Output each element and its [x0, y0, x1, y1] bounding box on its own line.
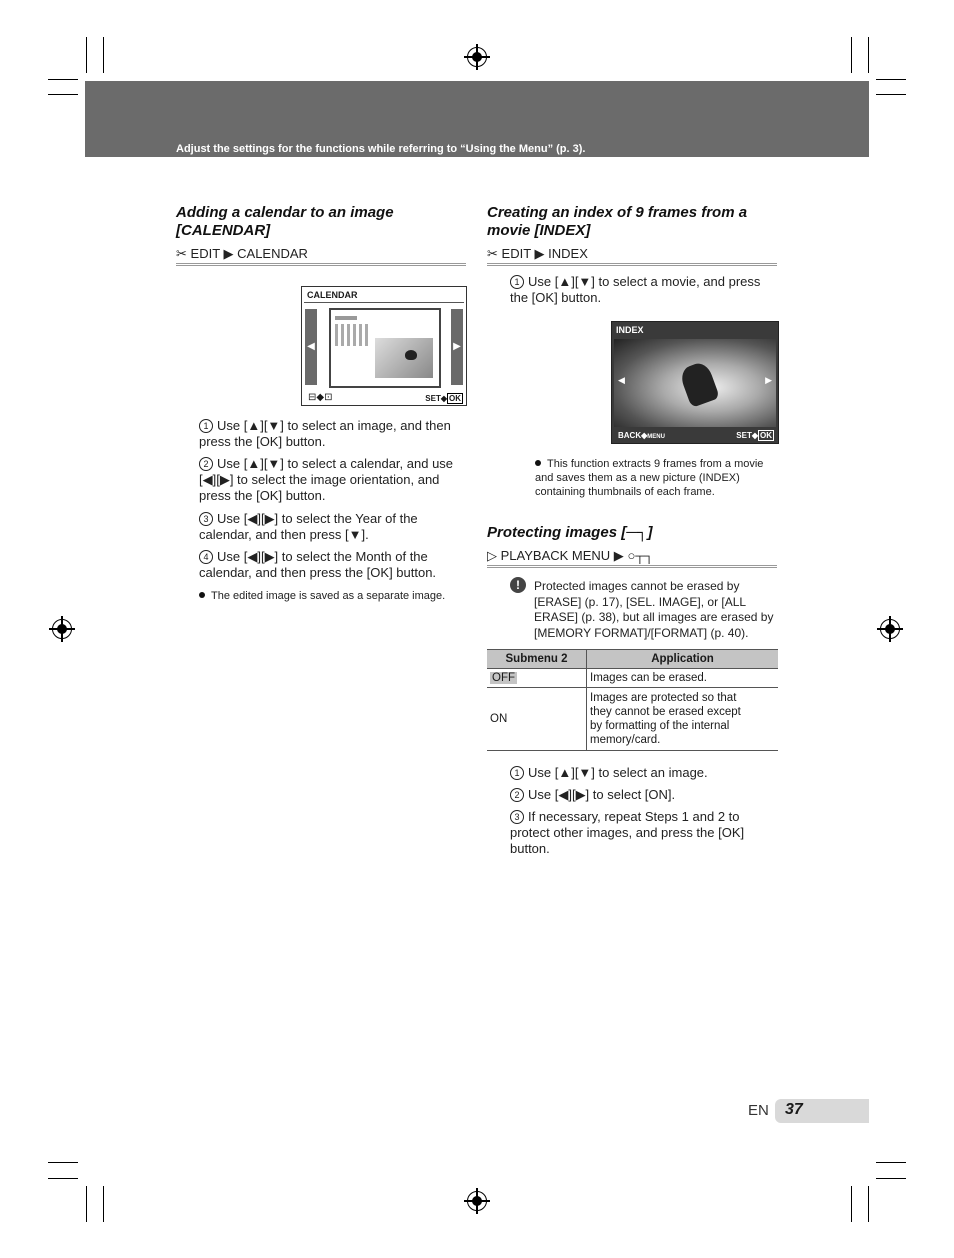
step-text: Use [▲][▼] to select an image, and then press the [OK] button.: [199, 418, 451, 449]
calendar-note: [199, 589, 464, 603]
table-row: [487, 688, 778, 751]
banner-text: Adjust the settings for the functions while referring to “Using the Menu” (p. 3).: [176, 143, 586, 155]
crop-mark: [876, 1162, 906, 1163]
set-ok-label: SET◆ OK: [425, 394, 461, 403]
ok-icon: OK: [449, 394, 461, 403]
caution-text: Protected images cannot be erased by [ERASE] (p. 17), [SEL. IMAGE], or [ALL ERASE] (p. 38), but all images are erased by [MEMORY FORMAT]/[FORMAT] (p. 40).: [534, 579, 774, 640]
step-number: 4: [199, 550, 213, 564]
step-text: Use [◀][▶] to select [ON].: [528, 787, 676, 802]
crop-mark: [86, 37, 87, 73]
orientation-icon: ⊟◆⊡: [308, 392, 333, 403]
crop-mark: [851, 1186, 852, 1222]
protect-step-3: [510, 809, 775, 857]
registration-mark-icon: [467, 47, 487, 67]
table-header: Submenu 2: [487, 650, 587, 669]
menu-path-text: PLAYBACK MENU ▶: [500, 548, 624, 563]
calendar-screen: [301, 286, 467, 406]
right-arrow-icon: ▶: [765, 375, 772, 385]
bullet-icon: [535, 460, 541, 466]
step-number: 3: [510, 810, 524, 824]
menu-path-index: [487, 246, 777, 266]
page-number-bar: [775, 1099, 869, 1123]
language-label: EN: [748, 1102, 769, 1119]
step-number: 1: [510, 275, 524, 289]
header-banner: [85, 81, 869, 157]
right-arrow-icon: ▶: [451, 309, 463, 385]
step-text: If necessary, repeat Steps 1 and 2 to protect other images, and press the [OK] button.: [510, 809, 745, 856]
bullet-icon: [199, 592, 205, 598]
step-number: 1: [199, 419, 213, 433]
menu-path-text: EDIT ▶ INDEX: [501, 246, 588, 261]
index-note: [535, 457, 775, 499]
crop-mark: [103, 1186, 104, 1222]
step-text: Use [◀][▶] to select the Year of the calendar, and then press [▼].: [199, 511, 418, 542]
scissors-icon: ✂: [176, 246, 187, 261]
note-text: This function extracts 9 frames from a movie and saves them as a new picture (INDEX) containing thumbnails of each frame.: [535, 458, 764, 498]
step-text: Use [▲][▼] to select a calendar, and use [◀][▶] to select the image orientation, and press the [OK] button.: [199, 456, 454, 503]
note-text: The edited image is saved as a separate image.: [211, 590, 446, 602]
surfer-shape: [678, 360, 720, 408]
crop-mark: [103, 37, 104, 73]
menu-path-text: EDIT ▶ CALENDAR: [190, 246, 308, 261]
index-screen: [611, 321, 779, 444]
bird-photo: [375, 338, 433, 378]
crop-mark: [876, 79, 906, 80]
table-header-row: [487, 650, 778, 669]
screen-title: INDEX: [616, 325, 644, 335]
back-text: BACK: [618, 431, 642, 440]
section-title-protect: Protecting images [─┐]: [487, 524, 653, 541]
protect-step-2: [510, 787, 775, 803]
step-number: 1: [510, 766, 524, 780]
crop-mark: [868, 1186, 869, 1222]
index-step-1: [510, 274, 775, 306]
off-value: OFF: [492, 672, 515, 684]
protect-step-1: [510, 765, 775, 781]
set-text: SET: [425, 394, 441, 403]
registration-mark-icon: [52, 619, 72, 639]
crop-mark: [48, 1162, 78, 1163]
table-cell-application: Images are protected so that they cannot be erased except by formatting of the internal memory/card.: [587, 688, 779, 751]
submenu-table: [487, 649, 778, 751]
calendar-month-bar: [335, 316, 357, 320]
crop-mark: [48, 94, 78, 95]
calendar-step-4: [199, 549, 464, 581]
menu-icon: MENU: [647, 434, 665, 440]
crop-mark: [851, 37, 852, 73]
crop-mark: [48, 79, 78, 80]
page-number: 37: [785, 1101, 803, 1118]
crop-mark: [48, 1178, 78, 1179]
screen-title: CALENDAR: [304, 287, 464, 303]
caution-icon: !: [510, 577, 526, 593]
calendar-preview: [329, 308, 441, 388]
step-text: Use [▲][▼] to select a movie, and press the [OK] button.: [510, 274, 761, 305]
surfer-photo: [614, 339, 776, 427]
playback-icon: ▷: [487, 548, 497, 563]
protect-key-icon: ○┬┐: [627, 548, 654, 563]
step-number: 2: [199, 457, 213, 471]
back-menu-label: BACK◆MENU: [618, 431, 665, 440]
section-title-calendar: Adding a calendar to an image [CALENDAR]: [176, 204, 394, 239]
crop-mark: [86, 1186, 87, 1222]
table-cell-submenu: ON: [490, 713, 508, 725]
menu-path-protect: [487, 548, 777, 568]
table-cell-submenu: [487, 669, 587, 688]
crop-mark: [876, 94, 906, 95]
crop-mark: [868, 37, 869, 73]
registration-mark-icon: [467, 1191, 487, 1211]
bird-shape: [405, 350, 417, 360]
registration-mark-icon: [880, 619, 900, 639]
step-number: 3: [199, 512, 213, 526]
left-arrow-icon: ◀: [305, 309, 317, 385]
step-text: Use [▲][▼] to select an image.: [528, 765, 708, 780]
menu-path-calendar: [176, 246, 466, 266]
table-header: Application: [587, 650, 779, 669]
calendar-grid: [335, 324, 369, 346]
crop-mark: [876, 1178, 906, 1179]
calendar-step-2: [199, 456, 464, 504]
step-text: Use [◀][▶] to select the Month of the calendar, and then press the [OK] button.: [199, 549, 437, 580]
set-text: SET: [736, 431, 752, 440]
scissors-icon: ✂: [487, 246, 498, 261]
ok-icon: OK: [760, 431, 772, 440]
left-arrow-icon: ◀: [618, 375, 625, 385]
table-row: [487, 669, 778, 688]
calendar-step-1: [199, 418, 464, 450]
step-number: 2: [510, 788, 524, 802]
calendar-step-3: [199, 511, 464, 543]
section-title-index: Creating an index of 9 frames from a movie [INDEX]: [487, 204, 748, 239]
set-ok-label: SET◆ OK: [736, 431, 772, 440]
table-cell-application: Images can be erased.: [587, 669, 779, 688]
